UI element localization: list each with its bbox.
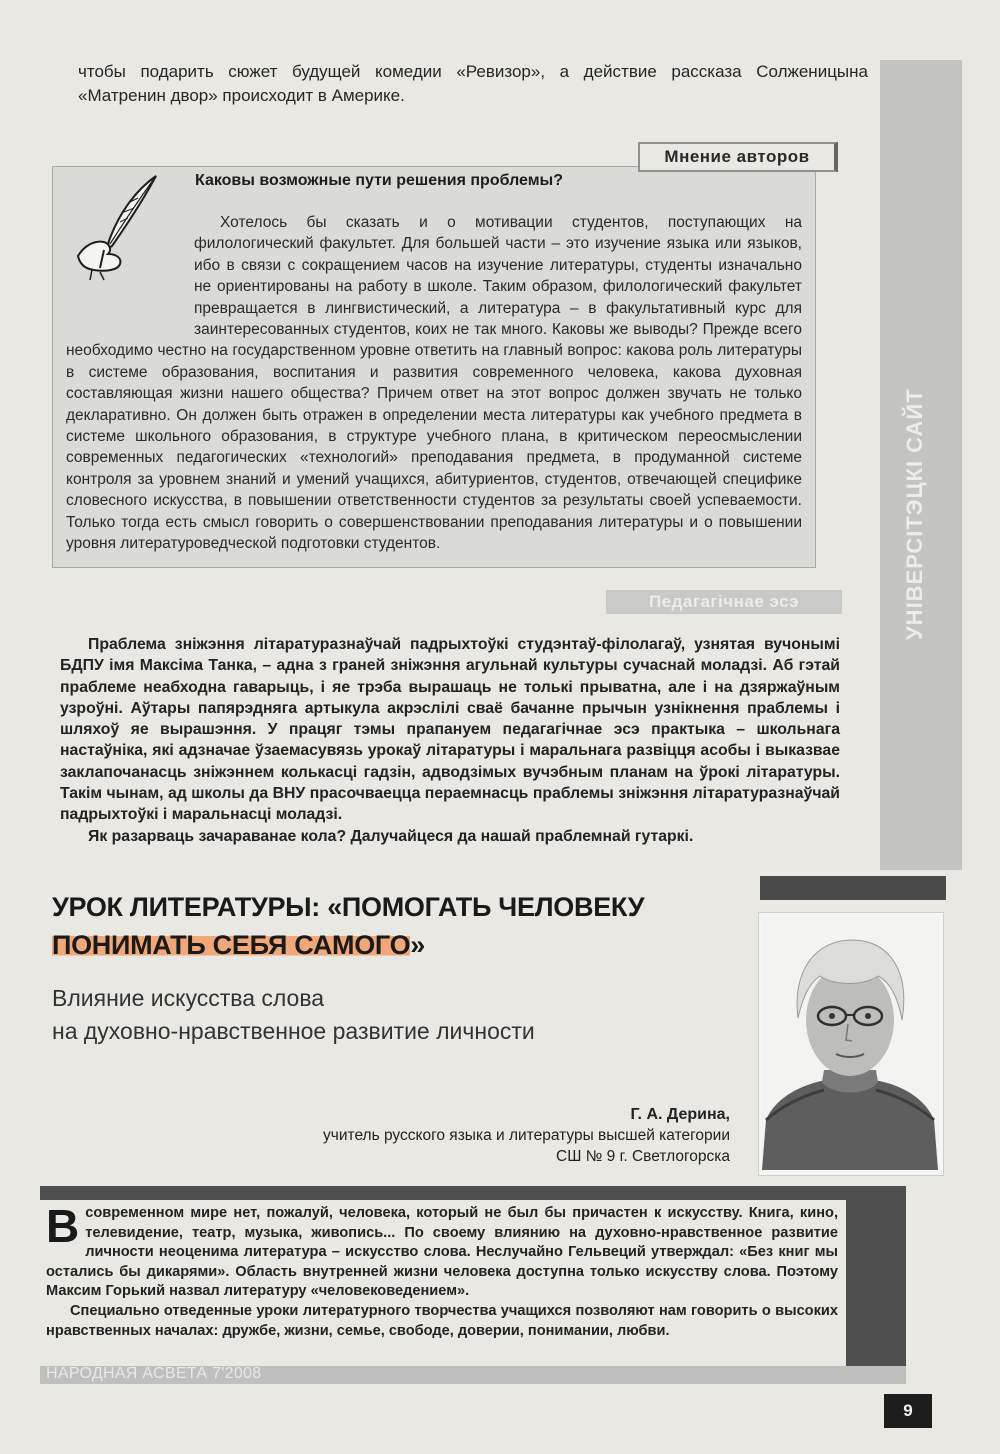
article-body xyxy=(46,1200,838,1341)
opinion-tab: Мнение авторов xyxy=(638,142,838,172)
article-frame-top xyxy=(40,1186,906,1200)
article-subtitle-line2: на духовно-нравственное развитие личности xyxy=(52,1018,535,1044)
author-portrait-image xyxy=(762,920,938,1170)
article-subtitle-line1: Влияние искусства слова xyxy=(52,985,325,1011)
article-frame-right xyxy=(846,1200,906,1378)
author-school: СШ № 9 г. Светлогорска xyxy=(556,1148,730,1165)
article-paragraph-2: Специально отведенные уроки литературного творчества учащихся позволяют нам говорить о высоких нравственных началах: дружбе, жизни, семье, свободе, доверии, понимании, любви. xyxy=(46,1302,838,1339)
opinion-body xyxy=(66,212,802,555)
dropcap-letter: В xyxy=(46,1200,80,1252)
article-title-line1: УРОК ЛИТЕРАТУРЫ: «ПОМОГАТЬ ЧЕЛОВЕКУ xyxy=(52,892,645,922)
intro-paragraph: чтобы подарить сюжет будущей комедии «Ревизор», а действие рассказа Солженицына «Матренин двор» происходит в Америке. xyxy=(78,62,868,105)
essay-intro xyxy=(60,634,840,847)
essay-section-label: Педагагічнае эсэ xyxy=(606,590,842,614)
opinion-paragraph: Хотелось бы сказать и о мотивации студентов, поступающих на филологический факультет. Для большей части – это изучение языка или языков, ибо в связи с сокращением часов на изучение литературы, студенты изначально не ориентированы на работу в школе. Таким образом, филологический факультет превращается в лингвистический, а литература – в факультативный курс для заинтересованных студентов, коих не так много. Каковы же выводы? Прежде всего необходимо честно на государственном уровне ответить на главный вопрос: какова роль литературы в системе образования, воспитания и развития современного человека, какова духовная составляющая жизни нашего общества? Причем ответ на этот вопрос должен звучать не только декларативно. Он должен быть отражен в определении места литературы как учебного предмета в системе школьного образования, в структуре учебного плана, в критическом переосмыслении современных педагогических «технологий» преподавания предмета, в продуманной системе контроля за уровнем знаний и умений учащихся, абитуриентов, студентов, отвечающей специфике словесного искусства, в повышении ответственности студентов за результаты своей успеваемости. Только тогда есть смысл говорить о совершенствовании преподавания литературы и о повышении уровня литературоведческой подготовки студентов. xyxy=(66,214,802,553)
article-subtitle xyxy=(52,982,732,1048)
author-block xyxy=(200,1104,730,1167)
article-paragraph-1 xyxy=(46,1200,838,1302)
side-band-label xyxy=(902,600,928,640)
quill-spacer xyxy=(66,212,194,320)
essay-paragraph-2: Як разарваць зачараванае кола? Далучайцеся да нашай праблемнай гутаркі. xyxy=(88,827,694,845)
title-decor-bar xyxy=(760,876,946,900)
author-position: учитель русского языка и литературы высшей категории xyxy=(323,1127,730,1144)
article-title-line2 xyxy=(52,926,772,964)
journal-issue: НАРОДНАЯ АСВЕТА 7'2008 xyxy=(46,1365,262,1382)
article-title-quote: » xyxy=(410,930,425,960)
article-title xyxy=(52,888,772,964)
opinion-question: Каковы возможные пути решения проблемы? xyxy=(195,172,563,189)
essay-paragraph-1: Праблема зніжэння літаратуразнаўчай падрыхтоўкі студэнтаў-філолагаў, узнятая вучонымі БДПУ імя Максіма Танка, – адна з граней зніжэння агульнай культуры сучаснай моладзі. Аб гэтай праблеме неабходна гаварыць, і яе трэба вырашаць не толькі прыватна, але і на дзяржаўным узроўні. Аўтары папярэдняга артыкула акрэслілі сваё бачанне прычын узнікнення праблемы і шляхоў яе вырашэння. У працяг тэмы прапануем педагагічнае эсэ практыка – школьнага настаўніка, які адзначае ўзаемасувязь урокаў літаратуры і маральнага развіцця асобы і выказвае заклапочанасць зніжэннем колькасці гадзін, адводзімых вучэбным планам на ўрокі літаратуры. Такім чынам, ад школы да ВНУ прасочваецца пераемнасць праблемы зніжэння літаратуразнаўчай падрыхтоўкі і маральнасці моладзі. xyxy=(60,636,840,824)
article-paragraph-1-text: современном мире нет, пожалуй, человека, который не был бы причастен к искусству. Книга, кино, телевидение, театр, музыка, живопись... По своему влиянию на духовно-нравственное развитие личности неоценима литература – искусство слова. Неслучайно Гельвеций утверждал: «Без книг мы остались бы дикарями». Область внутренней жизни человека доступна только искусству слова. Поэтому Максим Горький назвал литературу «человековедением». xyxy=(46,1205,838,1300)
author-name: Г. А. Дерина, xyxy=(630,1106,730,1123)
page-number: 9 xyxy=(884,1394,932,1428)
article-title-highlight: ПОНИМАТЬ СЕБЯ САМОГО xyxy=(52,930,411,960)
